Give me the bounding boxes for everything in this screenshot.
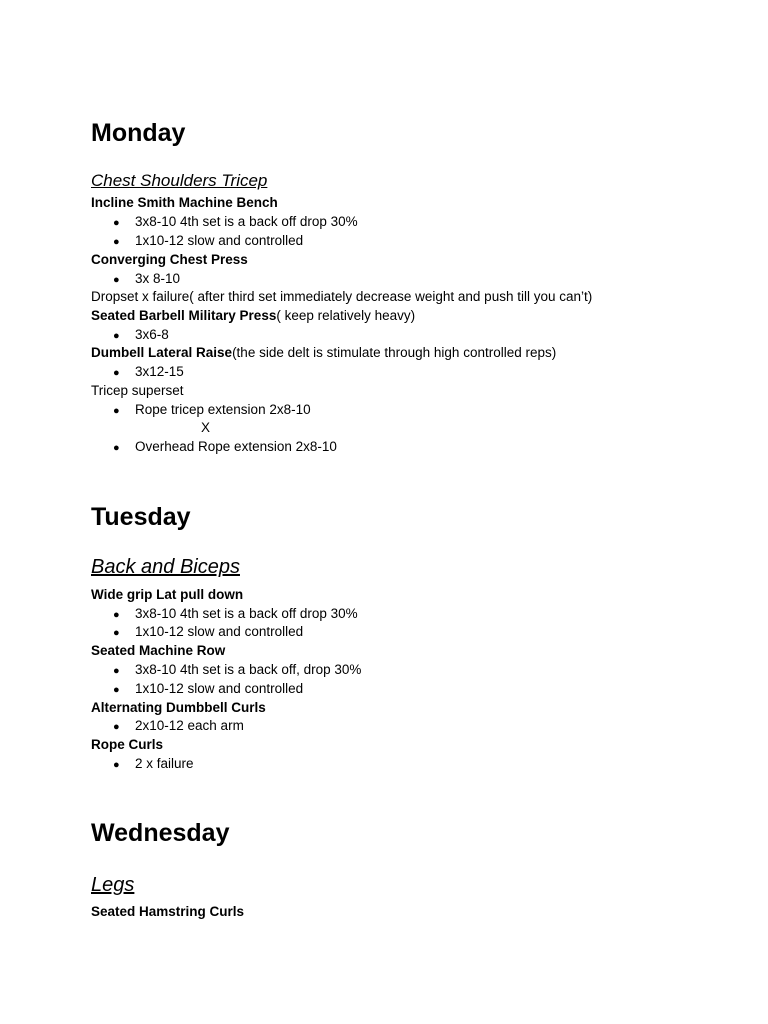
list-item: ● 3x8-10 4th set is a back off drop 30% (113, 605, 358, 624)
list-item: ● 1x10-12 slow and controlled (113, 680, 303, 699)
note-line: Tricep superset (91, 383, 184, 398)
list-item: ● 2 x failure (113, 755, 194, 774)
bullet-icon: ● (113, 759, 120, 771)
section-heading-chest-shoulders-tricep: Chest Shoulders Tricep (91, 171, 268, 190)
bullet-icon: ● (113, 405, 120, 417)
list-item: ● 3x 8-10 (113, 270, 180, 289)
bullet-icon: ● (113, 367, 120, 379)
exercise-title: Rope Curls (91, 737, 164, 752)
list-item: ● 3x6-8 (113, 326, 169, 345)
superset-connector: X (201, 420, 211, 435)
bullet-icon: ● (113, 627, 120, 639)
bullet-icon: ● (113, 236, 120, 248)
exercise-title: Alternating Dumbbell Curls (91, 700, 266, 715)
bullet-icon: ● (113, 665, 120, 677)
bullet-icon: ● (113, 274, 120, 286)
exercise-title: Seated Barbell Military Press( keep relatively heavy) (91, 308, 416, 323)
section-heading-back-and-biceps: Back and Biceps (91, 556, 240, 578)
bullet-icon: ● (113, 684, 120, 696)
exercise-title: Seated Machine Row (91, 643, 226, 658)
day-heading-monday: Monday (91, 119, 186, 147)
day-heading-tuesday: Tuesday (91, 503, 191, 531)
bullet-icon: ● (113, 609, 120, 621)
bullet-icon: ● (113, 721, 120, 733)
list-item: ● 3x8-10 4th set is a back off, drop 30% (113, 661, 361, 680)
list-item: ● Overhead Rope extension 2x8-10 (113, 438, 337, 457)
list-item: ● 3x12-15 (113, 363, 184, 382)
list-item: ● 1x10-12 slow and controlled (113, 623, 303, 642)
list-item: ● 3x8-10 4th set is a back off drop 30% (113, 213, 358, 232)
list-item: ● 2x10-12 each arm (113, 717, 244, 736)
bullet-icon: ● (113, 330, 120, 342)
list-item: ● 1x10-12 slow and controlled (113, 232, 303, 251)
list-item: ● Rope tricep extension 2x8-10 (113, 401, 311, 420)
section-heading-legs: Legs (91, 874, 135, 896)
exercise-title: Seated Hamstring Curls (91, 904, 245, 919)
exercise-title: Incline Smith Machine Bench (91, 195, 278, 210)
exercise-title: Dumbell Lateral Raise(the side delt is stimulate through high controlled reps) (91, 345, 557, 360)
day-heading-wednesday: Wednesday (91, 819, 230, 847)
exercise-title: Converging Chest Press (91, 252, 248, 267)
exercise-title: Wide grip Lat pull down (91, 587, 244, 602)
bullet-icon: ● (113, 217, 120, 229)
note-line: Dropset x failure( after third set immediately decrease weight and push till you can’t) (91, 289, 593, 304)
bullet-icon: ● (113, 442, 120, 454)
